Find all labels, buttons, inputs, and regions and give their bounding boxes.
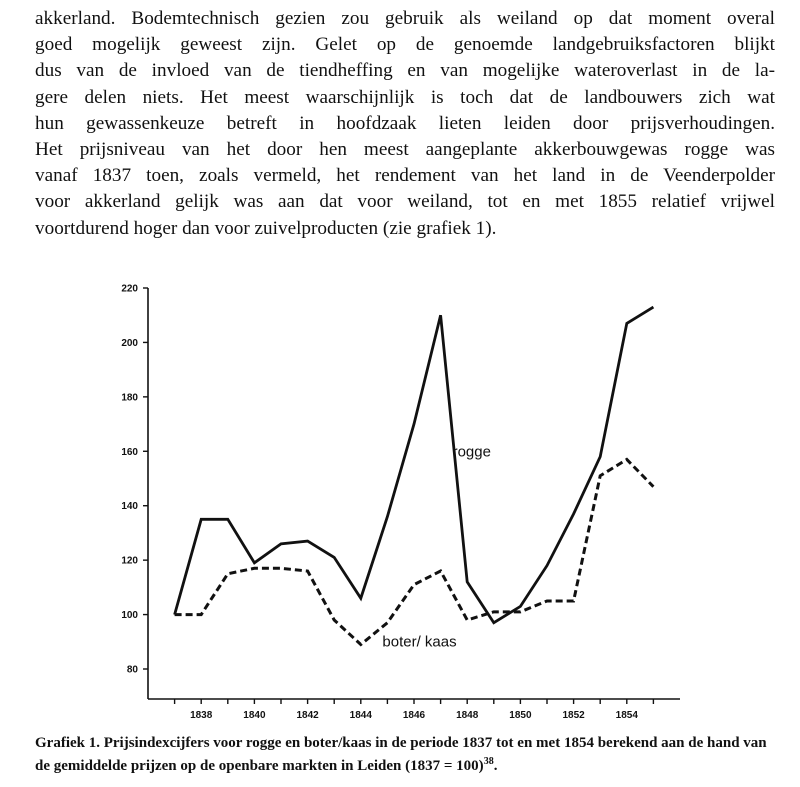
series-label-rogge: rogge xyxy=(452,443,491,461)
x-tick-label: 1850 xyxy=(509,710,532,721)
y-tick-label: 100 xyxy=(121,610,138,622)
caption-footnote: 38 xyxy=(483,756,494,767)
y-tick-label: 220 xyxy=(121,283,138,295)
x-tick-label: 1840 xyxy=(243,710,266,721)
series-label-boter-kaas: boter/ kaas xyxy=(382,633,457,651)
y-tick-label: 140 xyxy=(121,501,138,513)
x-tick-label: 1844 xyxy=(349,710,372,721)
caption-end: . xyxy=(493,758,498,774)
x-tick-label: 1838 xyxy=(190,710,213,721)
x-tick-label: 1848 xyxy=(456,710,479,721)
price-index-chart xyxy=(0,270,800,725)
body-paragraph xyxy=(35,6,775,242)
paragraph-line: voortdurend hoger dan voor zuivelproducten (zie grafiek 1). xyxy=(35,217,497,239)
y-tick-label: 200 xyxy=(121,337,138,349)
paragraph-line: goed mogelijk geweest zijn. Gelet op de genoemde landgebruiksfactoren blijkt xyxy=(35,34,775,56)
paragraph-line: dus van de invloed van de tiendheffing en van mogelijke wateroverlast in de la- xyxy=(35,60,775,82)
y-tick-label: 120 xyxy=(121,555,138,567)
caption-text: Grafiek 1. Prijsindexcijfers voor rogge en boter/kaas in de periode 1837 tot en met 1854 berekend aan de hand van de gemiddelde prijzen op de openbare markten in Leiden (1837 = 100) xyxy=(35,735,767,774)
x-tick-label: 1846 xyxy=(402,710,426,721)
y-tick-label: 160 xyxy=(121,446,138,458)
x-tick-label: 1852 xyxy=(562,710,585,721)
y-tick-label: 80 xyxy=(126,664,138,676)
paragraph-line: gere delen niets. Het meest waarschijnlijk is toch dat de landbouwers zich wat xyxy=(35,86,775,108)
paragraph-line: voor akkerland gelijk was aan dat voor weiland, tot en met 1855 relatief vrijwel xyxy=(35,191,775,213)
paragraph-line: akkerland. Bodemtechnisch gezien zou gebruik als weiland op dat moment overal xyxy=(35,8,775,29)
paragraph-line: Het prijsniveau van het door hen meest aangeplante akkerbouwgewas rogge was xyxy=(35,139,775,161)
x-tick-label: 1854 xyxy=(615,710,638,721)
paragraph-line: vanaf 1837 toen, zoals vermeld, het rendement van het land in de Veenderpolder xyxy=(35,165,775,187)
x-tick-label: 1842 xyxy=(296,710,319,721)
y-tick-label: 180 xyxy=(121,392,138,404)
figure-caption xyxy=(35,732,775,778)
paragraph-line: hun gewassenkeuze betreft in hoofdzaak lieten leiden door prijsverhoudingen. xyxy=(35,112,775,134)
series-line-rogge xyxy=(175,307,654,623)
